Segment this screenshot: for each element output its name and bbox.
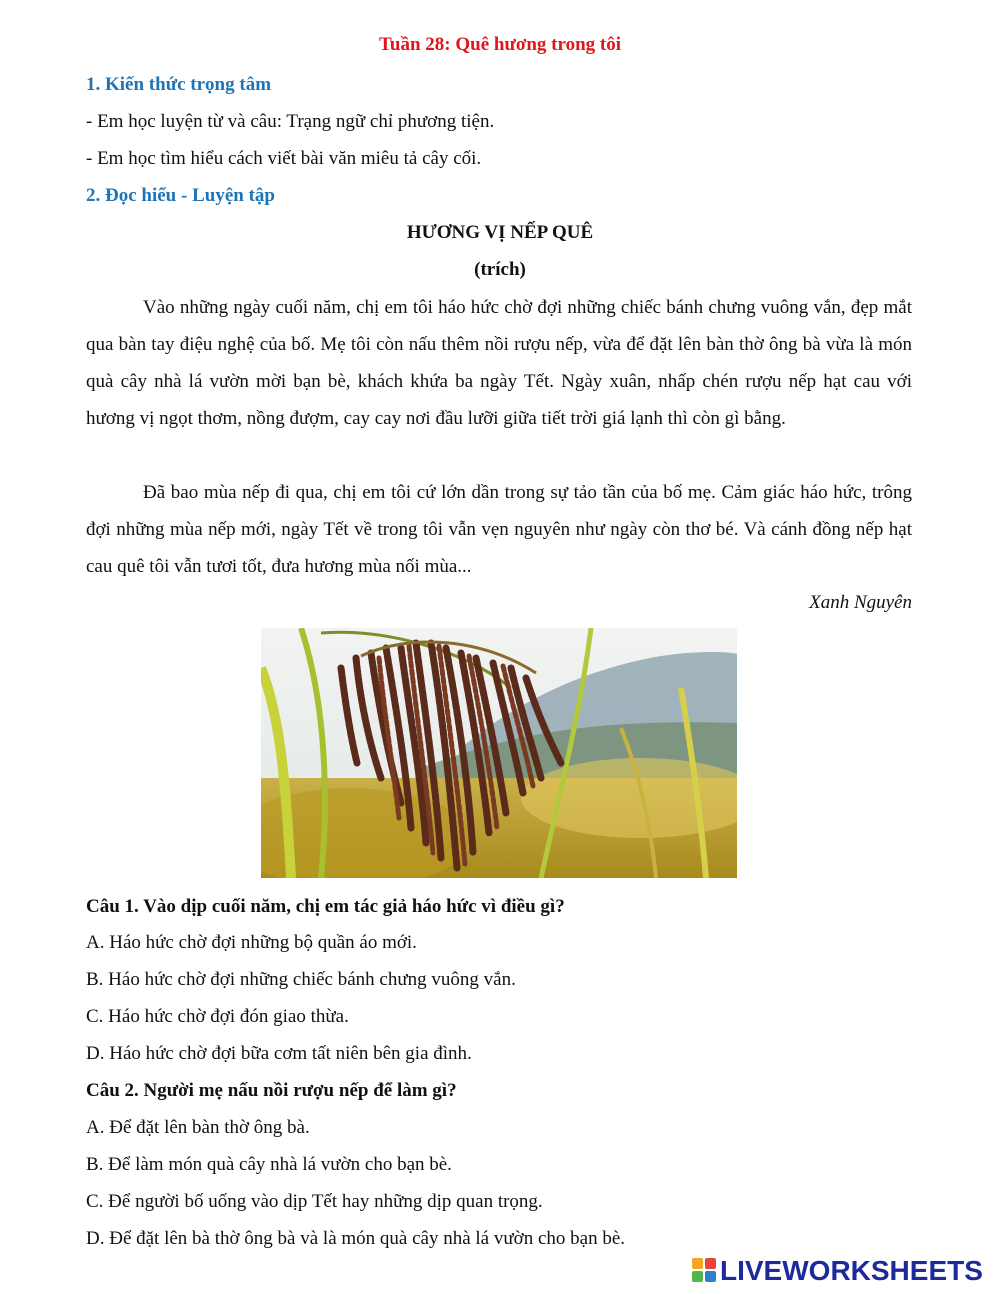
liveworksheets-logo bbox=[692, 1256, 983, 1286]
answer-option[interactable]: C. Để người bố uống vào dịp Tết hay những dịp quan trọng. bbox=[86, 1191, 543, 1212]
passage-subtitle: (trích) bbox=[474, 259, 526, 280]
passage-title: HƯƠNG VỊ NẾP QUÊ bbox=[406, 222, 594, 243]
answer-option[interactable]: B. Để làm món quà cây nhà lá vườn cho bạn bè. bbox=[86, 1154, 452, 1175]
answer-option[interactable]: B. Háo hức chờ đợi những chiếc bánh chưng vuông vắn. bbox=[86, 969, 516, 990]
answer-option[interactable]: D. Để đặt lên bà thờ ông bà và là món quà cây nhà lá vườn cho bạn bè. bbox=[86, 1228, 626, 1249]
knowledge-line: - Em học tìm hiểu cách viết bài văn miêu tả cây cối. bbox=[86, 148, 482, 169]
rice-field-photo bbox=[261, 628, 737, 878]
question-1: Câu 1. Vào dịp cuối năm, chị em tác giả háo hức vì điều gì? bbox=[86, 896, 565, 917]
page-title: Tuần 28: Quê hương trong tôi bbox=[378, 34, 622, 55]
knowledge-line: - Em học luyện từ và câu: Trạng ngữ chỉ phương tiện. bbox=[86, 111, 495, 132]
brand-name: LIVEWORKSHEETS bbox=[720, 1255, 983, 1286]
answer-option[interactable]: C. Háo hức chờ đợi đón giao thừa. bbox=[86, 1006, 349, 1027]
passage-paragraph: Vào những ngày cuối năm, chị em tôi háo hức chờ đợi những chiếc bánh chưng vuông vắn, đẹp mắt qua bàn tay điệu nghệ của bố. Mẹ tôi còn nấu thêm nồi rượu nếp, vừa để đặt lên bàn thờ ông bà vừa là món quà cây nhà lá vườn mời bạn bè, khách khứa ba ngày Tết. Ngày xuân, nhấp chén rượu nếp hạt cau với hương vị ngọt thơm, nồng đượm, cay cay nơi đầu lưỡi giữa tiết trời giá lạnh thì còn gì bằng. bbox=[86, 297, 912, 429]
answer-option[interactable]: A. Háo hức chờ đợi những bộ quần áo mới. bbox=[86, 932, 417, 953]
question-2: Câu 2. Người mẹ nấu nồi rượu nếp để làm gì? bbox=[86, 1080, 457, 1101]
liveworksheets-logo-icon bbox=[692, 1258, 718, 1284]
section-heading-knowledge: 1. Kiến thức trọng tâm bbox=[86, 74, 272, 95]
passage-paragraph: Đã bao mùa nếp đi qua, chị em tôi cứ lớn dần trong sự tảo tần của bố mẹ. Cảm giác háo hức, trông đợi những mùa nếp mới, ngày Tết về trong tôi vẫn vẹn nguyên như ngày còn thơ bé. Và cánh đồng nếp hạt cau quê tôi vẫn tươi tốt, đưa hương mùa nối mùa... bbox=[86, 482, 912, 577]
section-heading-reading: 2. Đọc hiểu - Luyện tập bbox=[86, 185, 275, 206]
answer-option[interactable]: D. Háo hức chờ đợi bữa cơm tất niên bên gia đình. bbox=[86, 1043, 472, 1064]
passage-author: Xanh Nguyên bbox=[809, 592, 912, 613]
answer-option[interactable]: A. Để đặt lên bàn thờ ông bà. bbox=[86, 1117, 310, 1138]
